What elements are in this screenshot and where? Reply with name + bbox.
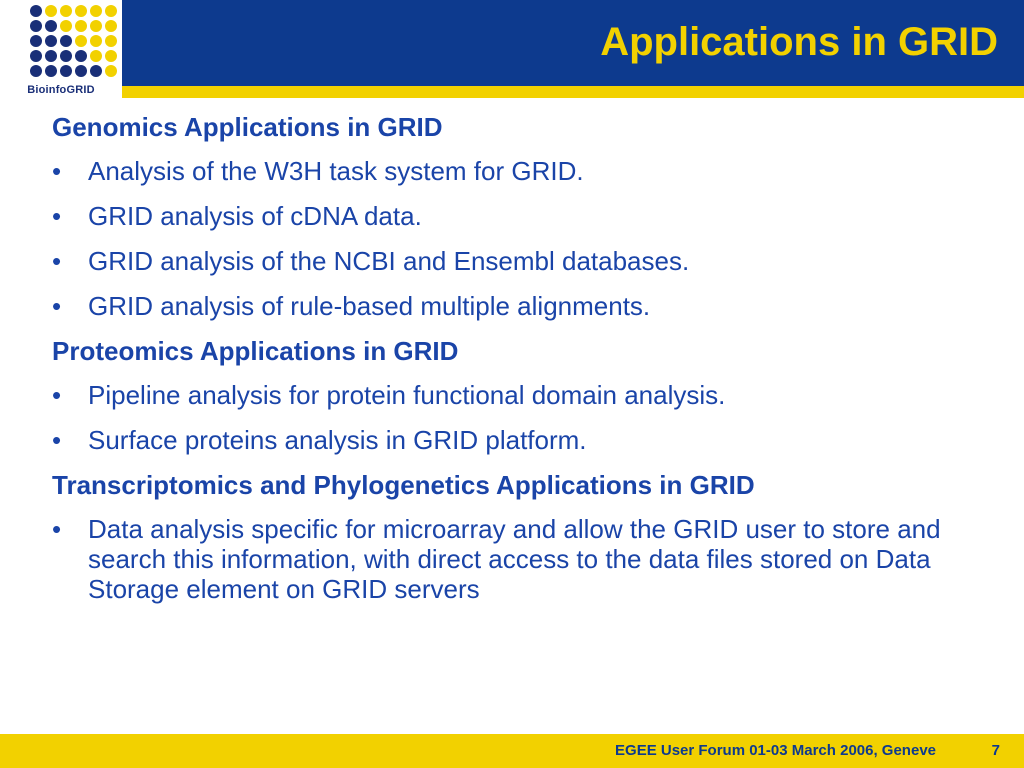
bullet-item — [52, 201, 1002, 231]
logo-dot — [30, 5, 42, 17]
logo-dot — [105, 35, 117, 47]
section-transcriptomics — [52, 470, 1002, 604]
logo-dot — [75, 65, 87, 77]
logo-dot — [45, 50, 57, 62]
logo-dot — [90, 35, 102, 47]
bullet-text: Surface proteins analysis in GRID platform. — [88, 425, 587, 455]
logo-dot — [45, 20, 57, 32]
logo-dot — [105, 50, 117, 62]
bullet-text: GRID analysis of the NCBI and Ensembl databases. — [88, 246, 690, 276]
logo-dot — [30, 20, 42, 32]
logo-dot — [75, 20, 87, 32]
slide-content — [52, 112, 1002, 619]
section-heading: Genomics Applications in GRID — [52, 112, 443, 142]
logo-dot — [45, 35, 57, 47]
bullet-dot: • — [52, 156, 62, 186]
bullet-dot: • — [52, 380, 62, 410]
logo-dot — [45, 5, 57, 17]
page-number: 7 — [991, 742, 1000, 759]
slide-title: Applications in GRID — [600, 20, 998, 64]
logo-dot — [75, 35, 87, 47]
logo-dot — [60, 65, 72, 77]
logo-dot — [105, 5, 117, 17]
logo-dot — [105, 65, 117, 77]
logo-dot — [90, 5, 102, 17]
section-heading: Proteomics Applications in GRID — [52, 336, 459, 366]
logo-dot — [75, 5, 87, 17]
dot-grid-logo-icon — [29, 4, 119, 80]
logo-dot — [60, 5, 72, 17]
bullet-item — [52, 425, 1002, 455]
logo-dot — [90, 50, 102, 62]
bullet-text: Pipeline analysis for protein functional domain analysis. — [88, 380, 726, 410]
bullet-dot: • — [52, 291, 62, 321]
bullet-item — [52, 514, 1002, 604]
bullet-dot: • — [52, 514, 62, 544]
logo-dot — [90, 20, 102, 32]
logo-text: BioinfoGRID — [27, 84, 95, 96]
bullet-list — [52, 380, 1002, 455]
logo-dot — [105, 20, 117, 32]
bullet-list — [52, 514, 1002, 604]
bullet-text: Analysis of the W3H task system for GRID. — [88, 156, 584, 186]
bullet-item — [52, 156, 1002, 186]
bullet-dot: • — [52, 425, 62, 455]
logo-dot — [60, 50, 72, 62]
bullet-dot: • — [52, 246, 62, 276]
logo-dot — [60, 35, 72, 47]
logo-dot — [75, 50, 87, 62]
logo-dot — [30, 50, 42, 62]
logo-dot — [60, 20, 72, 32]
footer-bar — [0, 734, 1024, 768]
header-rule — [0, 86, 1024, 98]
bullet-item — [52, 380, 1002, 410]
bullet-text: GRID analysis of cDNA data. — [88, 201, 422, 231]
section-heading: Transcriptomics and Phylogenetics Applications in GRID — [52, 470, 755, 500]
logo-dot — [90, 65, 102, 77]
bullet-dot: • — [52, 201, 62, 231]
bullet-item — [52, 291, 1002, 321]
logo-dot — [30, 35, 42, 47]
bullet-list — [52, 156, 1002, 321]
section-genomics — [52, 112, 1002, 321]
footer-text: EGEE User Forum 01-03 March 2006, Geneve — [615, 742, 936, 759]
bullet-item — [52, 246, 1002, 276]
bullet-text: GRID analysis of rule-based multiple alignments. — [88, 291, 651, 321]
logo-dot — [30, 65, 42, 77]
bioinfogrid-logo — [0, 0, 122, 106]
logo-dot — [45, 65, 57, 77]
bullet-text: Data analysis specific for microarray and allow the GRID user to store and search this information, with direct access to the data files stored on Data Storage element on GRID servers — [88, 514, 941, 604]
section-proteomics — [52, 336, 1002, 455]
